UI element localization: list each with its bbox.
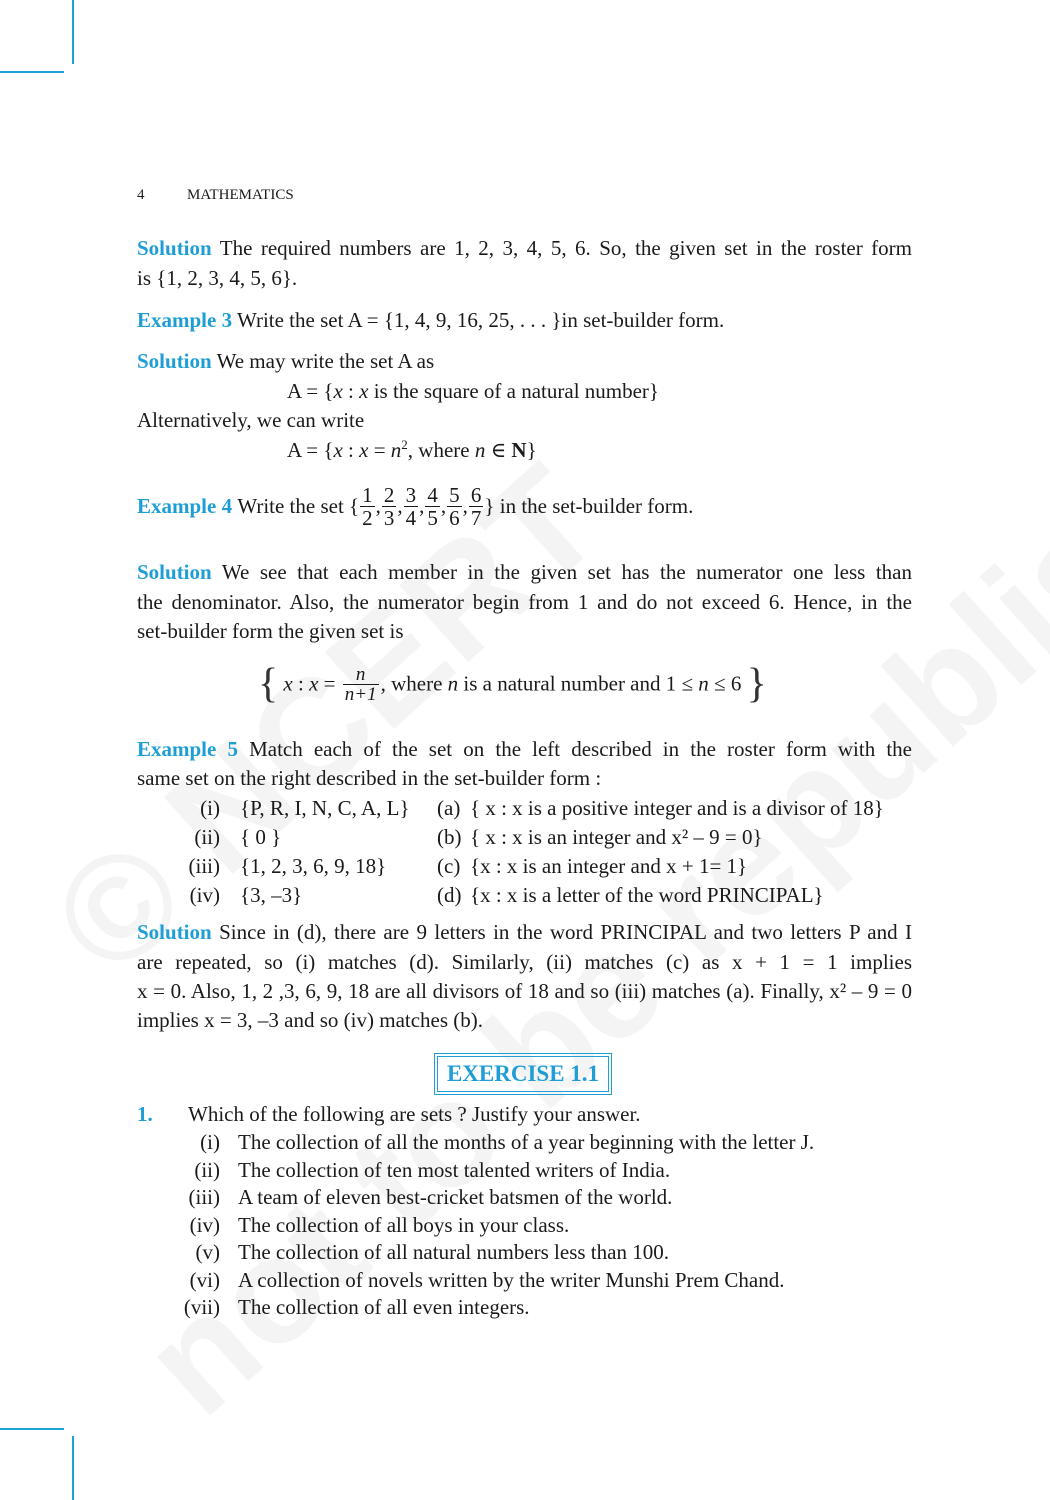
exercise-item-text: The collection of ten most talented writers of India. bbox=[238, 1157, 671, 1182]
left-item-number: (iv) bbox=[189, 883, 220, 907]
fraction: $\frac{3}{4}$ bbox=[405, 483, 417, 531]
right-item-set: {x : x is an integer and x + 1= 1} bbox=[470, 854, 748, 878]
right-item-set: {x : x is a letter of the word PRINCIPAL} bbox=[470, 883, 824, 907]
left-item-number: (ii) bbox=[194, 825, 220, 849]
fraction: $\frac{5}{6}$ bbox=[449, 483, 460, 531]
exercise-item-text: The collection of all natural numbers less than 100. bbox=[238, 1240, 669, 1264]
left-item-set: { 0 } bbox=[240, 825, 282, 849]
exercise-item-number: (iv) bbox=[189, 1212, 220, 1237]
fraction: $\frac{4}{5}$ bbox=[427, 483, 438, 531]
solution-3-intro: Solution We may write the set A as bbox=[137, 349, 435, 373]
exercise-item-number: (i) bbox=[200, 1130, 220, 1154]
example-5-line-1: Example 5 Match each of the set on the left described in the roster form with the bbox=[137, 737, 912, 761]
solution-5-line-2: are repeated, so (i) matches (d). Similarly, (ii) matches (c) as x + 1 = 1 implies bbox=[137, 950, 912, 974]
exercise-item-text: The collection of all boys in your class. bbox=[238, 1212, 570, 1237]
question-number: 1. bbox=[137, 1102, 153, 1126]
exercise-item-number: (ii) bbox=[194, 1157, 220, 1182]
exercise-item-text: A team of eleven best-cricket batsmen of the world. bbox=[238, 1185, 673, 1209]
solution-5-line-3: x = 0. Also, 1, 2 ,3, 6, 9, 18 are all divisors of 18 and so (iii) matches (a). Finally, x² – 9 = 0 bbox=[137, 979, 912, 1003]
solution-3-alternative: Alternatively, we can write bbox=[137, 408, 365, 432]
solution-5-line-4: implies x = 3, –3 and so (iv) matches (b). bbox=[137, 1008, 484, 1032]
solution-label: Solution bbox=[137, 349, 212, 373]
left-item-set: {3, –3} bbox=[240, 883, 303, 907]
left-item-number: (i) bbox=[200, 796, 220, 820]
crop-mark-top-horizontal bbox=[0, 71, 64, 73]
crop-mark-bottom-vertical bbox=[72, 1436, 74, 1500]
right-item-number: (c) bbox=[437, 854, 461, 878]
crop-mark-top-vertical bbox=[72, 0, 74, 64]
fraction: $\frac{1}{2}$ bbox=[362, 483, 373, 531]
right-item-set: { x : x is a positive integer and is a divisor of 18} bbox=[470, 796, 884, 820]
solution-4-set-builder-equation: { x : x = $\frac{n}{n+1}$ , where n is a natural number and 1 ≤ n ≤ 6 } bbox=[258, 661, 767, 707]
solution-3-equation-1: A = {x : x is the square of a natural number} bbox=[287, 379, 660, 403]
right-item-set: { x : x is an integer and x² – 9 = 0} bbox=[470, 825, 763, 849]
example-5-line-2: same set on the right described in the set-builder form : bbox=[137, 766, 602, 790]
solution-4-line-2: the denominator. Also, the numerator begin from 1 and do not exceed 6. Hence, in the bbox=[137, 590, 912, 614]
fraction: $\frac{6}{7}$ bbox=[470, 483, 482, 531]
solution-5-line-1: Solution Since in (d), there are 9 letters in the word PRINCIPAL and two letters P and I bbox=[137, 920, 912, 944]
solution-4-line-3: set-builder form the given set is bbox=[137, 619, 404, 643]
solution-label: Solution bbox=[137, 236, 212, 260]
example-label: Example 5 bbox=[137, 737, 238, 761]
page-number: 4 bbox=[137, 187, 145, 203]
example-4: Example 4 Write the set { $\frac{1}{2}$ , $\frac{2}{3}$ , $\frac{3}{4}$ , $\frac{4}{5}$ , $\frac{5}{6}$ , $\frac{6}{7}$ } in the set-builder form. bbox=[137, 483, 694, 531]
crop-mark-bottom-horizontal bbox=[0, 1428, 64, 1430]
running-header: MATHEMATICS bbox=[187, 187, 294, 203]
exercise-title-box: EXERCISE 1.1 bbox=[437, 1056, 609, 1092]
question-1-text: Which of the following are sets ? Justify your answer. bbox=[188, 1102, 641, 1126]
exercise-item-number: (vi) bbox=[189, 1267, 220, 1292]
fraction: $\frac{2}{3}$ bbox=[383, 483, 395, 531]
exercise-item-text: The collection of all the months of a year beginning with the letter J. bbox=[238, 1130, 815, 1154]
solution-3-equation-2: A = {x : $x = n^2$, where n ∈ N} bbox=[287, 437, 537, 462]
example-4-fraction-set: $\frac{1}{2}$ , $\frac{2}{3}$ , $\frac{3}{4}$ , $\frac{4}{5}$ , $\frac{5}{6}$ , $\frac{6}{7}$ bbox=[362, 483, 482, 531]
example-label: Example 4 bbox=[137, 494, 233, 519]
right-item-number: (a) bbox=[437, 796, 461, 820]
right-item-number: (d) bbox=[437, 883, 462, 907]
example-label: Example 3 bbox=[137, 308, 233, 332]
solution-label: Solution bbox=[137, 560, 212, 584]
left-item-set: {P, R, I, N, C, A, L} bbox=[240, 796, 410, 820]
right-item-number: (b) bbox=[437, 825, 462, 849]
example-3: Example 3 Write the set A = {1, 4, 9, 16, 25, . . . }in set-builder form. bbox=[137, 308, 725, 332]
left-item-set: {1, 2, 3, 6, 9, 18} bbox=[240, 854, 387, 878]
exercise-item-number: (iii) bbox=[188, 1185, 220, 1209]
exercise-item-number: (vii) bbox=[183, 1295, 220, 1319]
exercise-item-number: (v) bbox=[195, 1240, 220, 1264]
left-item-number: (iii) bbox=[188, 854, 220, 878]
solution-2-line-1: Solution The required numbers are 1, 2, 3, 4, 5, 6. So, the given set in the roster form bbox=[137, 236, 912, 260]
solution-2-line-2: is {1, 2, 3, 4, 5, 6}. bbox=[137, 266, 298, 290]
solution-4-line-1: Solution We see that each member in the given set has the numerator one less than bbox=[137, 560, 912, 584]
exercise-item-text: A collection of novels written by the writer Munshi Prem Chand. bbox=[238, 1267, 785, 1292]
solution-label: Solution bbox=[137, 920, 212, 944]
exercise-item-text: The collection of all even integers. bbox=[238, 1295, 530, 1319]
